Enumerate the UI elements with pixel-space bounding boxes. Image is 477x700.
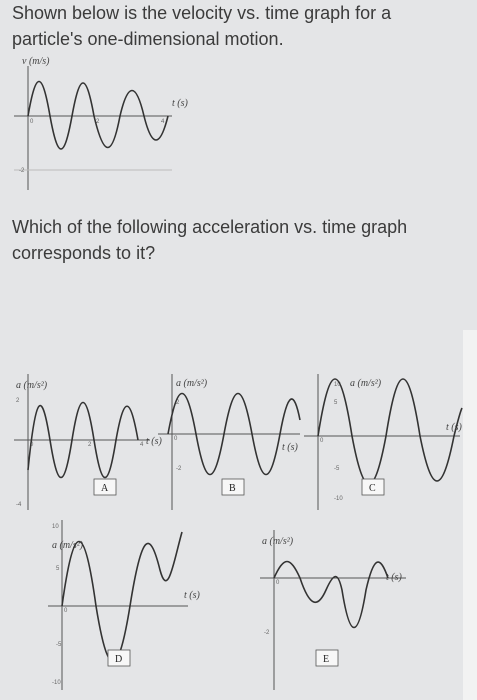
option-c-curve [318,379,462,484]
option-e-y-label: a (m/s²) [262,536,294,547]
option-d-graph [48,520,201,690]
option-d-tick: 5 [56,566,60,572]
velocity-tick: 4 [161,119,165,125]
question-intro: Shown below is the velocity vs. time graph for a particle's one-dimensional motion. [12,3,392,49]
option-d-tick: -5 [56,642,62,648]
option-a-tick: -4 [16,502,22,508]
option-a-tick: 4 [140,442,144,448]
option-c-tick: -10 [334,496,343,502]
option-c-tick: -5 [334,466,340,472]
option-e-tick: 0 [276,580,280,586]
option-a-tick: 0 [30,442,34,448]
option-b-graph [158,374,300,510]
option-d-x-label: t (s) [184,590,200,601]
option-c-graph [304,374,463,510]
option-c-y-label: a (m/s²) [350,378,382,389]
option-a-letter: A [101,483,109,494]
option-a-x-label: t (s) [146,436,162,447]
option-b-tick: 0 [174,436,178,442]
option-a-graph [14,374,163,510]
option-d-tick: -10 [52,680,61,686]
option-d-tick: 0 [64,608,68,614]
option-a-y-label: a (m/s²) [16,380,48,391]
option-d-y-label: a (m/s²) [52,540,84,551]
option-c-letter: C [369,483,376,494]
option-a-tick: 2 [16,398,20,404]
option-b-tick: -2 [176,466,182,472]
option-e-letter: E [323,654,330,665]
velocity-x-label: t (s) [172,98,188,109]
option-b-tick: 2 [176,400,180,406]
velocity-tick: -2 [19,168,25,174]
option-e-curve [274,562,388,628]
velocity-y-label: v (m/s) [22,56,50,67]
option-e-graph [260,530,406,690]
velocity-tick: 2 [96,119,100,125]
velocity-curve [28,82,168,150]
velocity-graph [14,56,189,190]
option-c-tick: 0 [320,438,324,444]
option-d-letter: D [115,654,123,665]
option-b-letter: B [229,483,236,494]
option-e-tick: -2 [264,630,270,636]
option-e-x-label: t (s) [386,572,402,583]
question-prompt: Which of the following acceleration vs. time graph corresponds to it? [12,217,408,263]
option-d-tick: 10 [52,524,59,530]
option-c-tick: 5 [334,400,338,406]
velocity-tick: 0 [30,119,34,125]
option-a-tick: 2 [88,442,92,448]
option-c-x-label: t (s) [446,422,462,433]
option-b-y-label: a (m/s²) [176,378,208,389]
option-d-curve [62,532,182,662]
option-c-tick: 10 [334,382,341,388]
page-edge [463,330,477,700]
option-b-x-label: t (s) [282,442,298,453]
